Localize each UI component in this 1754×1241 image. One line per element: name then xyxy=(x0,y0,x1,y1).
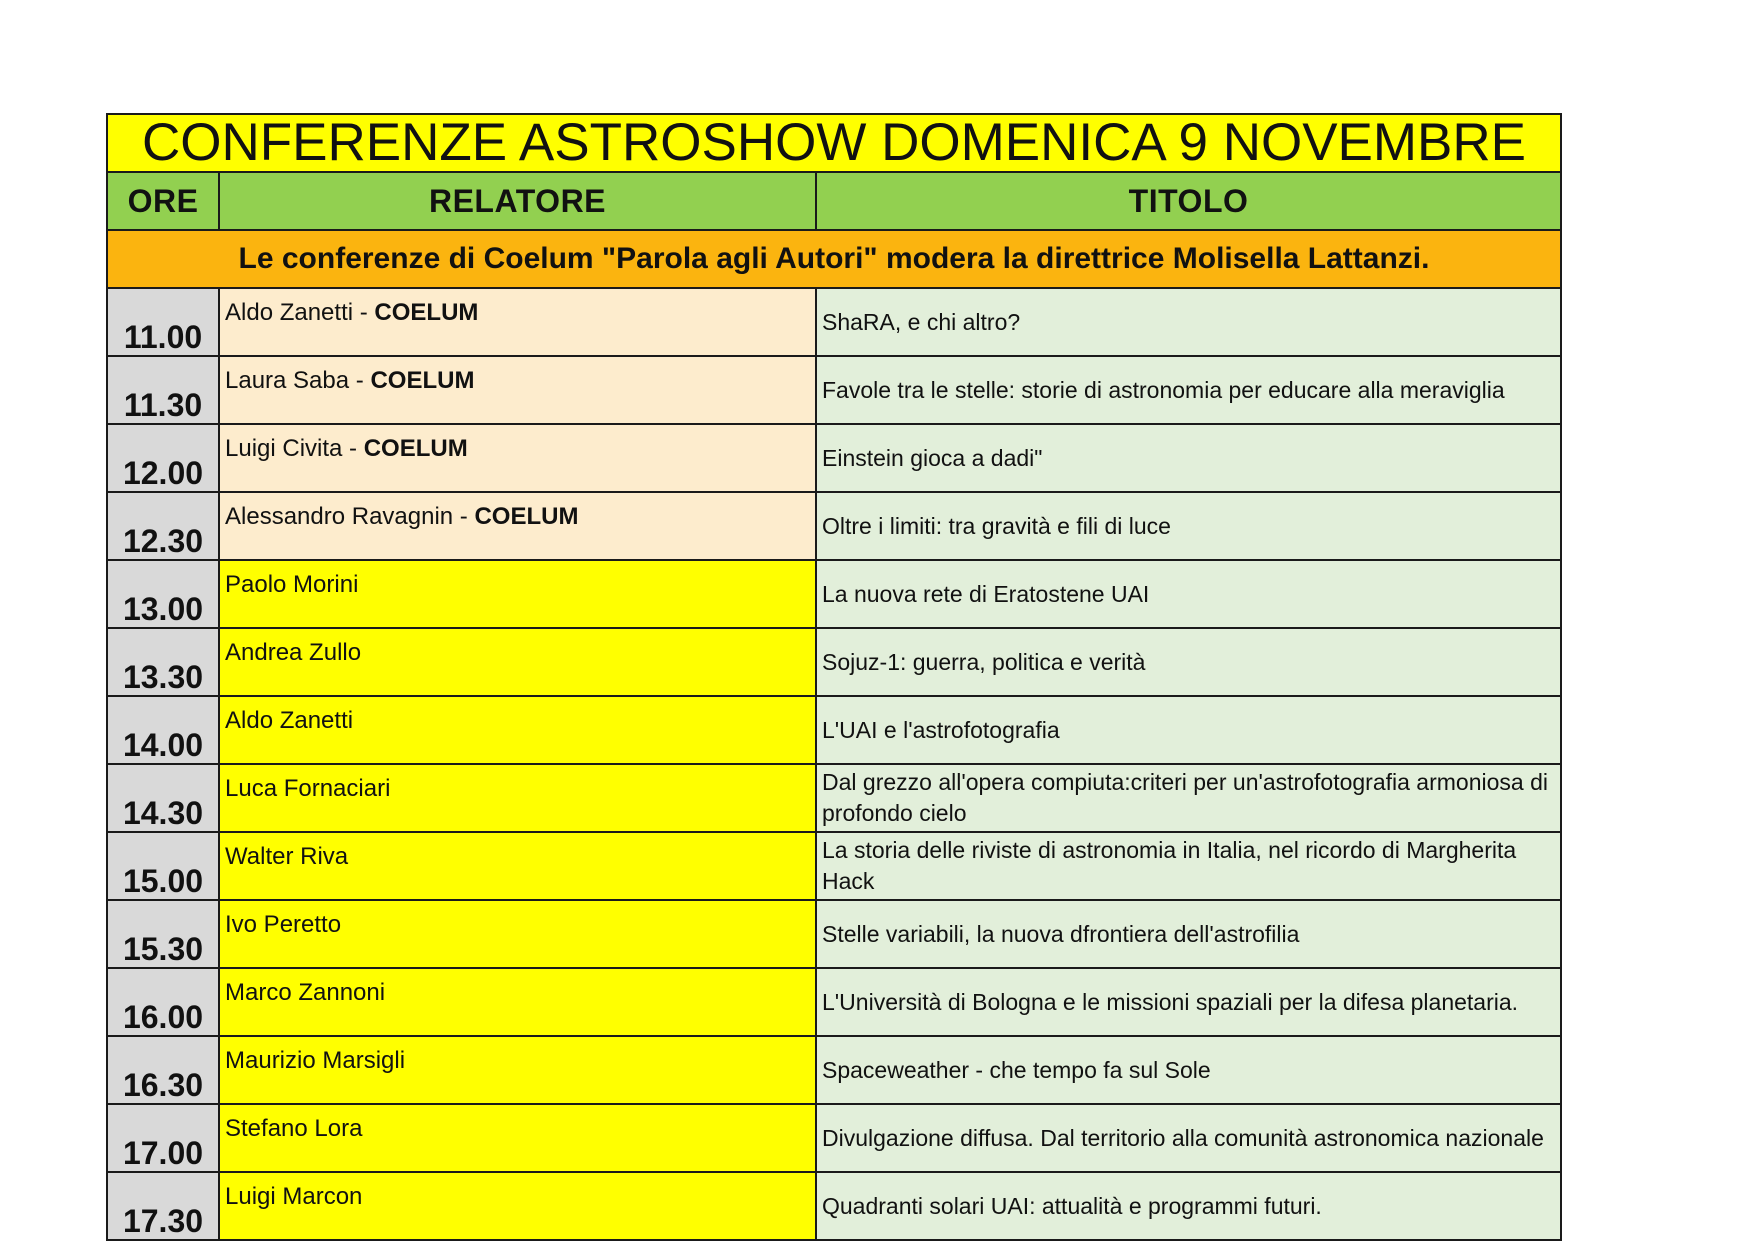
header-ore: ORE xyxy=(107,172,219,230)
table-row xyxy=(107,832,1561,900)
table-row xyxy=(107,1172,1561,1240)
time-cell: 12.30 xyxy=(107,492,219,560)
talk-title-cell: ShaRA, e chi altro? xyxy=(816,288,1561,356)
header-relatore: RELATORE xyxy=(219,172,816,230)
talk-title-cell: Divulgazione diffusa. Dal territorio alla comunità astronomica nazionale xyxy=(816,1104,1561,1172)
table-row xyxy=(107,628,1561,696)
table-row xyxy=(107,288,1561,356)
header-titolo: TITOLO xyxy=(816,172,1561,230)
speaker-org: COELUM xyxy=(374,299,479,326)
speaker-org: COELUM xyxy=(363,435,468,462)
time-cell: 16.00 xyxy=(107,968,219,1036)
header-row xyxy=(107,172,1561,230)
speaker-name: Aldo Zanetti xyxy=(225,707,354,734)
speaker-name: Luigi Civita xyxy=(225,435,343,462)
speaker-org: COELUM xyxy=(370,367,475,394)
table-row xyxy=(107,424,1561,492)
time-cell: 16.30 xyxy=(107,1036,219,1104)
talk-title-cell: Sojuz-1: guerra, politica e verità xyxy=(816,628,1561,696)
table-row xyxy=(107,764,1561,832)
talk-title-cell: L'Università di Bologna e le missioni spaziali per la difesa planetaria. xyxy=(816,968,1561,1036)
time-cell: 17.30 xyxy=(107,1172,219,1240)
speaker-name: Laura Saba xyxy=(225,367,350,394)
time-cell: 14.00 xyxy=(107,696,219,764)
speaker-cell xyxy=(219,1104,816,1172)
talk-title-cell: Favole tra le stelle: storie di astronomia per educare alla meraviglia xyxy=(816,356,1561,424)
speaker-cell xyxy=(219,764,816,832)
time-cell: 15.30 xyxy=(107,900,219,968)
table-row xyxy=(107,560,1561,628)
talk-title-cell: Quadranti solari UAI: attualità e programmi futuri. xyxy=(816,1172,1561,1240)
time-cell: 11.30 xyxy=(107,356,219,424)
time-cell: 13.30 xyxy=(107,628,219,696)
speaker-separator: - xyxy=(342,435,364,462)
time-cell: 17.00 xyxy=(107,1104,219,1172)
speaker-name: Walter Riva xyxy=(225,843,349,870)
speaker-cell xyxy=(219,424,816,492)
speaker-org: COELUM xyxy=(474,503,579,530)
speaker-cell xyxy=(219,492,816,560)
talk-title-cell: Oltre i limiti: tra gravità e fili di luce xyxy=(816,492,1561,560)
speaker-separator: - xyxy=(453,503,475,530)
coelum-banner: Le conferenze di Coelum "Parola agli Autori" modera la direttrice Molisella Lattanzi. xyxy=(107,230,1561,288)
speaker-cell xyxy=(219,968,816,1036)
table-row xyxy=(107,696,1561,764)
speaker-name: Stefano Lora xyxy=(225,1115,363,1142)
time-cell: 12.00 xyxy=(107,424,219,492)
speaker-name: Luca Fornaciari xyxy=(225,775,391,802)
speaker-cell xyxy=(219,628,816,696)
speaker-cell xyxy=(219,356,816,424)
table-row xyxy=(107,1104,1561,1172)
speaker-cell xyxy=(219,1036,816,1104)
time-cell: 11.00 xyxy=(107,288,219,356)
speaker-name: Ivo Peretto xyxy=(225,911,342,938)
talk-title-cell: Stelle variabili, la nuova dfrontiera dell'astrofilia xyxy=(816,900,1561,968)
time-cell: 14.30 xyxy=(107,764,219,832)
talk-title-cell: Einstein gioca a dadi" xyxy=(816,424,1561,492)
speaker-name: Alessandro Ravagnin xyxy=(225,503,454,530)
speaker-cell xyxy=(219,696,816,764)
speaker-name: Paolo Morini xyxy=(225,571,359,598)
speaker-name: Maurizio Marsigli xyxy=(225,1047,406,1074)
speaker-name: Aldo Zanetti xyxy=(225,299,354,326)
speaker-separator: - xyxy=(349,367,371,394)
talk-title-cell: Spaceweather - che tempo fa sul Sole xyxy=(816,1036,1561,1104)
talk-title-cell: La nuova rete di Eratostene UAI xyxy=(816,560,1561,628)
speaker-name: Andrea Zullo xyxy=(225,639,362,666)
talk-title-cell: L'UAI e l'astrofotografia xyxy=(816,696,1561,764)
speaker-cell xyxy=(219,288,816,356)
page-title: CONFERENZE ASTROSHOW DOMENICA 9 NOVEMBRE xyxy=(107,114,1561,172)
table-row xyxy=(107,900,1561,968)
speaker-cell xyxy=(219,900,816,968)
speaker-separator: - xyxy=(353,299,375,326)
table-row xyxy=(107,356,1561,424)
time-cell: 13.00 xyxy=(107,560,219,628)
table-row xyxy=(107,492,1561,560)
speaker-name: Marco Zannoni xyxy=(225,979,386,1006)
speaker-name: Luigi Marcon xyxy=(225,1183,363,1210)
talk-title-cell: Dal grezzo all'opera compiuta:criteri per un'astrofotografia armoniosa di profondo cielo xyxy=(816,764,1561,832)
time-cell: 15.00 xyxy=(107,832,219,900)
speaker-cell xyxy=(219,1172,816,1240)
talk-title-cell: La storia delle riviste di astronomia in Italia, nel ricordo di Margherita Hack xyxy=(816,832,1561,900)
schedule-table xyxy=(106,113,1562,1241)
table-row xyxy=(107,968,1561,1036)
speaker-cell xyxy=(219,832,816,900)
table-row xyxy=(107,1036,1561,1104)
speaker-cell xyxy=(219,560,816,628)
